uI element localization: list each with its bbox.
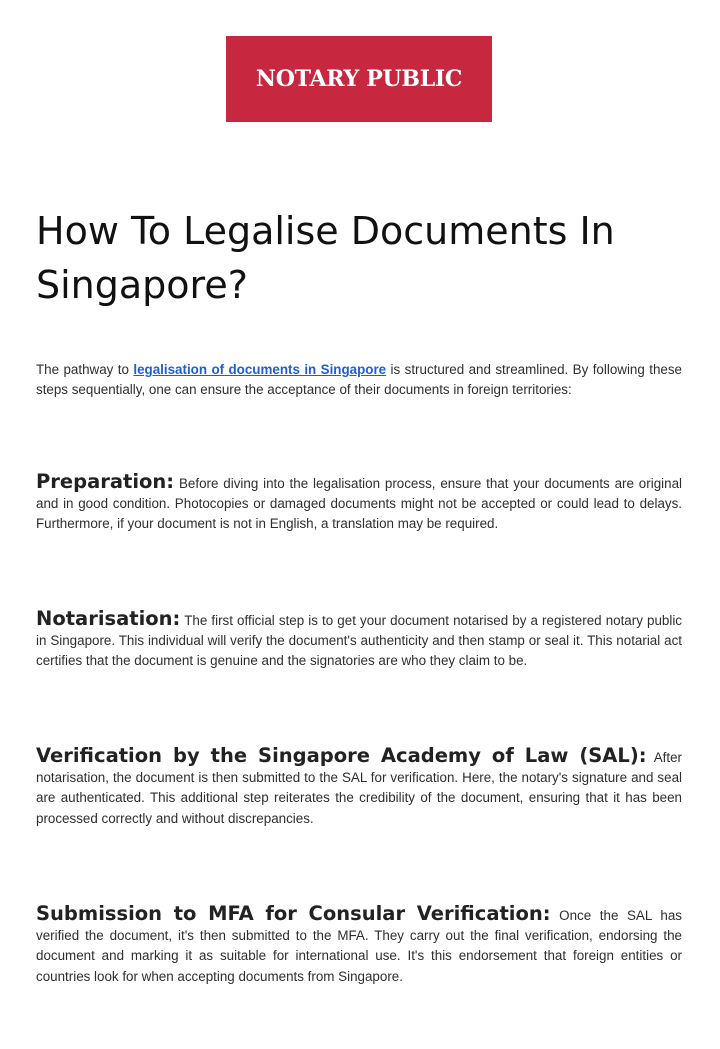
step-text: After notarisation, the document is then submitted to the SAL for verification. Here, the notary's signature and seal are authenticated. This additional step reiterates the credibility of the document, ensuring that it has been processed correctly and without discrepancies.: [36, 750, 682, 826]
step-heading: Preparation:: [36, 470, 175, 493]
step-notarisation: [36, 609, 682, 672]
step-text: The first official step is to get your document notarised by a registered notary public in Singapore. This individual will verify the document's authenticity and then stamp or seal it. This notarial act certifies that the document is genuine and the signatories are who they claim to be.: [36, 613, 682, 669]
intro-paragraph: [36, 360, 682, 400]
step-preparation: [36, 472, 682, 535]
step-sal-verification: [36, 746, 682, 829]
step-heading: Verification by the Singapore Academy of Law (SAL):: [36, 744, 647, 767]
step-mfa-submission: [36, 904, 682, 987]
intro-text-after: is structured and streamlined. By following these steps sequentially, one can ensure the acceptance of their documents in foreign territories:: [36, 362, 682, 398]
step-text: Before diving into the legalisation process, ensure that your documents are original and in good condition. Photocopies or damaged documents might not be accepted or could lead to delays. Furthermore, if your document is not in English, a translation may be required.: [36, 476, 682, 532]
step-text: Once the SAL has verified the document, it's then submitted to the MFA. They carry out the final verification, endorsing the document and marking it as suitable for international use. It's this endorsement that foreign entities or countries look for when accepting documents from Singapore.: [36, 908, 682, 984]
intro-text-before: The pathway to: [36, 362, 134, 377]
logo-text: NOTARY PUBLIC: [255, 66, 463, 92]
page-title: How To Legalise Documents In Singapore?: [36, 209, 615, 307]
legalisation-link[interactable]: legalisation of documents in Singapore: [133, 362, 387, 377]
step-heading: Submission to MFA for Consular Verification:: [36, 902, 551, 925]
step-heading: Notarisation:: [36, 607, 181, 630]
notary-public-logo: [226, 36, 492, 122]
